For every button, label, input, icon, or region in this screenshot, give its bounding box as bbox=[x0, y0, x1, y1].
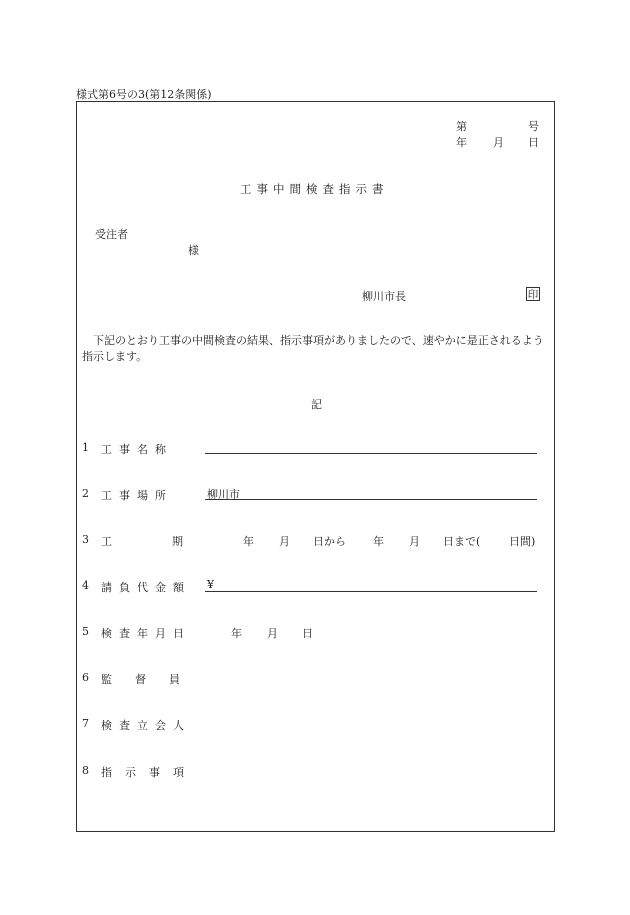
body-text-content: 下記のとおり工事の中間検査の結果、指示事項がありましたので、速やかに是正されるよう指示します。 bbox=[82, 334, 544, 363]
item-label-inspection-date: 検査年月日 bbox=[101, 627, 191, 640]
item-number: 4 bbox=[82, 579, 89, 592]
item-number: 3 bbox=[82, 533, 89, 546]
period-start-year: 年 bbox=[243, 535, 254, 548]
item-label-period-a: 工 bbox=[101, 535, 112, 548]
item-label-project-name: 工事名称 bbox=[101, 443, 173, 456]
item-number: 6 bbox=[82, 671, 89, 684]
addressee-honorific: 様 bbox=[188, 244, 199, 257]
contract-amount-value: ¥ bbox=[207, 578, 214, 591]
project-location-line bbox=[205, 499, 537, 500]
number-suffix: 号 bbox=[528, 120, 539, 133]
ki-heading: 記 bbox=[311, 398, 322, 411]
item-label-project-location: 工事場所 bbox=[101, 489, 173, 502]
number-prefix: 第 bbox=[456, 120, 467, 133]
seal-stamp: 印 bbox=[527, 289, 539, 301]
inspection-day: 日 bbox=[302, 627, 313, 640]
form-id: 様式第6号の3(第12条関係) bbox=[76, 88, 212, 101]
item-number: 2 bbox=[82, 487, 89, 500]
issuer-name: 柳川市長 bbox=[362, 290, 406, 303]
item-number: 5 bbox=[82, 625, 89, 638]
date-day: 日 bbox=[528, 136, 539, 149]
item-label-supervisor: 監督員 bbox=[101, 673, 203, 686]
project-name-line bbox=[205, 453, 537, 454]
item-number: 1 bbox=[82, 441, 89, 454]
period-end-year: 年 bbox=[373, 535, 384, 548]
date-month: 月 bbox=[493, 136, 504, 149]
period-start-month: 月 bbox=[279, 535, 290, 548]
item-label-period-b: 期 bbox=[172, 535, 183, 548]
item-number: 8 bbox=[82, 764, 89, 777]
date-year: 年 bbox=[456, 136, 467, 149]
period-start-day: 日から bbox=[313, 535, 346, 548]
item-label-inspection-witness: 検査立会人 bbox=[101, 719, 191, 732]
item-number: 7 bbox=[82, 717, 89, 730]
project-location-value: 柳川市 bbox=[207, 488, 240, 501]
contract-amount-line bbox=[205, 591, 537, 592]
period-end-day: 日まで( bbox=[443, 535, 481, 548]
inspection-month: 月 bbox=[267, 627, 278, 640]
item-label-instructions: 指示事項 bbox=[101, 766, 197, 779]
document-title: 工事中間検査指示書 bbox=[240, 182, 389, 196]
item-label-contract-amount: 請負代金額 bbox=[101, 581, 191, 594]
addressee-label: 受注者 bbox=[95, 228, 128, 241]
period-days: 日間) bbox=[509, 535, 536, 548]
period-end-month: 月 bbox=[409, 535, 420, 548]
body-text bbox=[82, 333, 552, 365]
inspection-year: 年 bbox=[231, 627, 242, 640]
